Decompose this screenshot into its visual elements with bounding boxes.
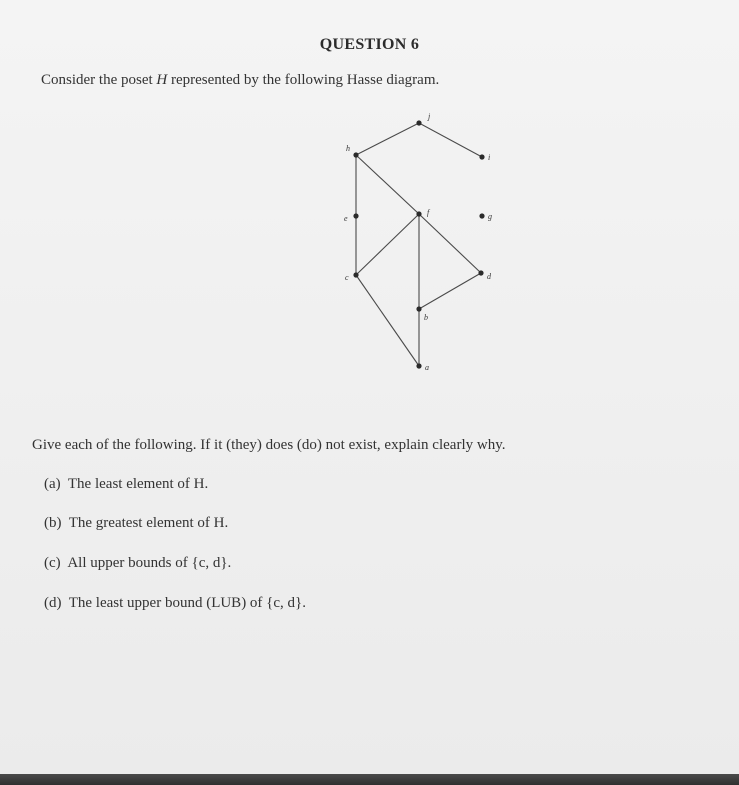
node-label-g: g: [488, 212, 492, 221]
node-label-a: a: [425, 363, 429, 372]
part-c-text: All upper bounds of {c, d}.: [67, 555, 232, 571]
part-a-marker: (a): [44, 476, 61, 492]
node-f: [416, 211, 421, 216]
poset-symbol: H: [156, 72, 168, 88]
node-label-h: h: [346, 144, 350, 153]
part-a-text: The least element of H.: [67, 476, 209, 492]
node-label-j: j: [428, 112, 431, 121]
node-label-f: f: [427, 208, 430, 217]
table-edge: [0, 774, 739, 785]
edge-c-a: [356, 275, 419, 366]
part-c: [44, 555, 231, 572]
edge-f-d: [419, 214, 481, 273]
hasse-edges: [356, 123, 482, 366]
node-label-e: e: [344, 214, 348, 223]
edge-h-j: [356, 123, 419, 155]
node-g: [479, 213, 484, 218]
node-label-i: i: [488, 153, 491, 162]
instructions: Give each of the following. If it (they) does (do) not exist, explain clearly why.: [32, 437, 506, 453]
part-d-marker: (d): [44, 595, 62, 611]
intro-text-before: Consider the poset: [41, 72, 157, 88]
question-title: QUESTION 6: [319, 36, 420, 53]
part-b: [44, 515, 228, 532]
edge-c-f: [356, 214, 419, 275]
node-b: [416, 306, 421, 311]
node-j: [416, 120, 421, 125]
node-e: [353, 213, 358, 218]
edge-j-i: [419, 123, 482, 157]
node-h: [353, 152, 358, 157]
edge-b-d: [419, 273, 481, 309]
node-label-b: b: [424, 313, 428, 322]
node-d: [478, 270, 483, 275]
part-c-marker: (c): [44, 555, 61, 571]
part-b-marker: (b): [44, 515, 62, 531]
part-d: [44, 595, 306, 612]
node-i: [479, 154, 484, 159]
intro-text-after: represented by the following Hasse diagram.: [167, 72, 440, 88]
part-a: [44, 476, 208, 493]
part-b-text: The greatest element of H.: [68, 515, 229, 531]
node-label-d: d: [487, 272, 491, 281]
part-d-text: The least upper bound (LUB) of {c, d}.: [68, 595, 306, 611]
node-label-c: c: [345, 273, 349, 282]
edge-h-f: [356, 155, 419, 214]
node-a: [416, 363, 421, 368]
node-c: [353, 272, 358, 277]
